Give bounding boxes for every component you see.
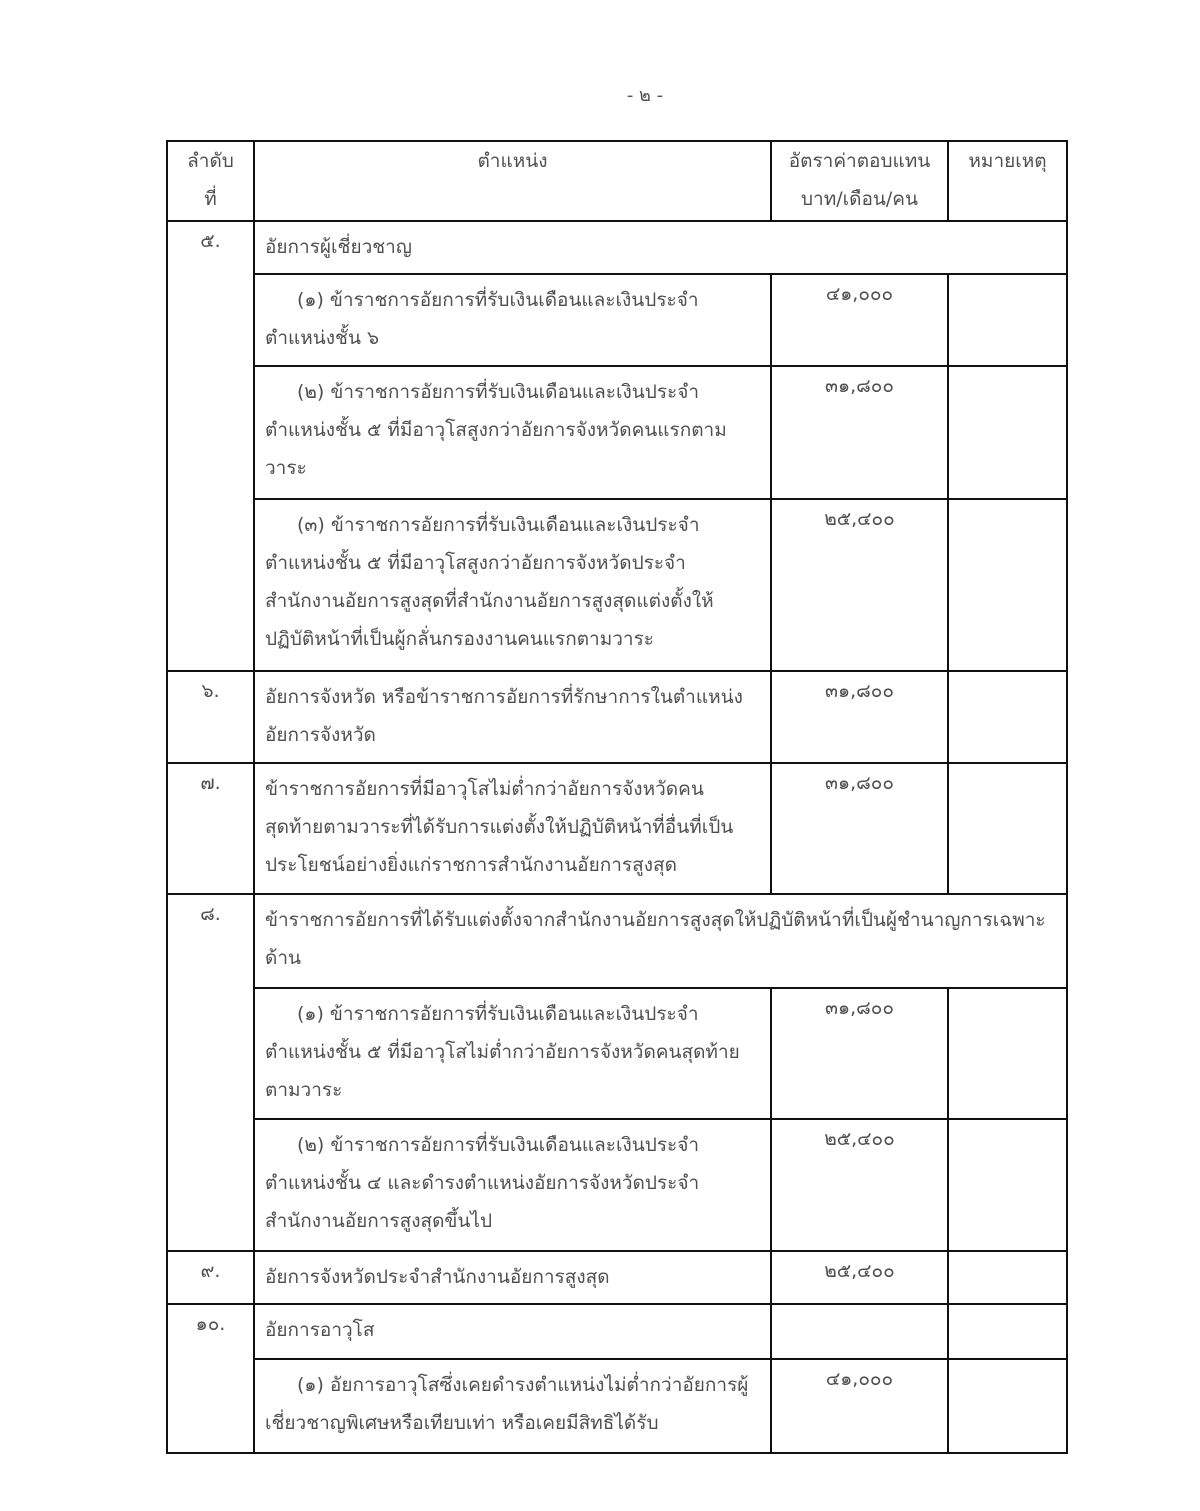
table-row xyxy=(167,671,1067,763)
row-number: ๑๐. xyxy=(167,1304,254,1453)
table-row xyxy=(167,499,1067,671)
row-number: ๘. xyxy=(167,894,254,1251)
row-note xyxy=(948,1304,1067,1359)
row-note xyxy=(948,499,1067,671)
header-rate xyxy=(771,141,948,221)
row-position: อัยการจังหวัด หรือข้าราชการอัยการที่รักษาการในตำแหน่งอัยการจังหวัด xyxy=(254,671,771,763)
row-number: ๙. xyxy=(167,1251,254,1304)
row-note xyxy=(948,671,1067,763)
table-row xyxy=(167,221,1067,274)
table-header-row xyxy=(167,141,1067,221)
row-position: (๒) ข้าราชการอัยการที่รับเงินเดือนและเงินประจำตำแหน่งชั้น ๕ ที่มีอาวุโสสูงกว่าอัยการจังหวัดคนแรกตามวาระ xyxy=(254,366,771,499)
table-row xyxy=(167,1119,1067,1251)
table-row xyxy=(167,274,1067,366)
row-rate: ๓๑,๘๐๐ xyxy=(771,763,948,894)
row-number: ๖. xyxy=(167,671,254,763)
row-position: (๑) ข้าราชการอัยการที่รับเงินเดือนและเงินประจำตำแหน่งชั้น ๕ ที่มีอาวุโสไม่ต่ำกว่าอัยการจังหวัดคนสุดท้ายตามวาระ xyxy=(254,988,771,1119)
row-position: (๓) ข้าราชการอัยการที่รับเงินเดือนและเงินประจำตำแหน่งชั้น ๕ ที่มีอาวุโสสูงกว่าอัยการจังหวัดประจำสำนักงานอัยการสูงสุดที่สำนักงานอัยการสูงสุดแต่งตั้งให้ปฏิบัติหน้าที่เป็นผู้กลั่นกรองงานคนแรกตามวาระ xyxy=(254,499,771,671)
row-number: ๗. xyxy=(167,763,254,894)
row-rate: ๔๑,๐๐๐ xyxy=(771,1359,948,1453)
row-rate: ๓๑,๘๐๐ xyxy=(771,988,948,1119)
row-note xyxy=(948,763,1067,894)
row-rate: ๒๕,๔๐๐ xyxy=(771,499,948,671)
row-position: อัยการจังหวัดประจำสำนักงานอัยการสูงสุด xyxy=(254,1251,771,1304)
table-row xyxy=(167,1359,1067,1453)
table-row xyxy=(167,988,1067,1119)
header-rate-line2: บาท/เดือน/คน xyxy=(801,188,918,210)
row-position: (๑) อัยการอาวุโสซึ่งเคยดำรงตำแหน่งไม่ต่ำกว่าอัยการผู้เชี่ยวชาญพิเศษหรือเทียบเท่า หรือเคยมีสิทธิได้รับ xyxy=(254,1359,771,1453)
row-rate xyxy=(771,1304,948,1359)
row-note xyxy=(948,1119,1067,1251)
table-row xyxy=(167,366,1067,499)
row-note xyxy=(948,988,1067,1119)
row-position: (๒) ข้าราชการอัยการที่รับเงินเดือนและเงินประจำตำแหน่งชั้น ๔ และดำรงตำแหน่งอัยการจังหวัดประจำสำนักงานอัยการสูงสุดขึ้นไป xyxy=(254,1119,771,1251)
row-rate: ๓๑,๘๐๐ xyxy=(771,366,948,499)
row-position: ข้าราชการอัยการที่มีอาวุโสไม่ต่ำกว่าอัยการจังหวัดคนสุดท้ายตามวาระที่ได้รับการแต่งตั้งให้ปฏิบัติหน้าที่อื่นที่เป็นประโยชน์อย่างยิ่งแก่ราชการสำนักงานอัยการสูงสุด xyxy=(254,763,771,894)
header-rate-line1: อัตราค่าตอบแทน xyxy=(788,150,931,172)
row-note xyxy=(948,274,1067,366)
header-note: หมายเหตุ xyxy=(948,141,1067,221)
row-rate: ๓๑,๘๐๐ xyxy=(771,671,948,763)
header-position: ตำแหน่ง xyxy=(254,141,771,221)
header-no: ลำดับ ที่ xyxy=(167,141,254,221)
row-position: ข้าราชการอัยการที่ได้รับแต่งตั้งจากสำนักงานอัยการสูงสุดให้ปฏิบัติหน้าที่เป็นผู้ชำนาญการเฉพาะด้าน xyxy=(254,894,1067,988)
row-position: อัยการอาวุโส xyxy=(254,1304,771,1359)
row-position: อัยการผู้เชี่ยวชาญ xyxy=(254,221,1067,274)
row-rate: ๒๕,๔๐๐ xyxy=(771,1251,948,1304)
table-row xyxy=(167,1251,1067,1304)
row-note xyxy=(948,1251,1067,1304)
row-position: (๑) ข้าราชการอัยการที่รับเงินเดือนและเงินประจำตำแหน่งชั้น ๖ xyxy=(254,274,771,366)
table-row xyxy=(167,1304,1067,1359)
row-rate: ๒๕,๔๐๐ xyxy=(771,1119,948,1251)
row-note xyxy=(948,1359,1067,1453)
row-note xyxy=(948,366,1067,499)
table-row xyxy=(167,763,1067,894)
table-row xyxy=(167,894,1067,988)
row-rate: ๔๑,๐๐๐ xyxy=(771,274,948,366)
compensation-table xyxy=(166,140,1068,1454)
page-number: - ๒ - xyxy=(626,85,664,106)
row-number: ๕. xyxy=(167,221,254,671)
